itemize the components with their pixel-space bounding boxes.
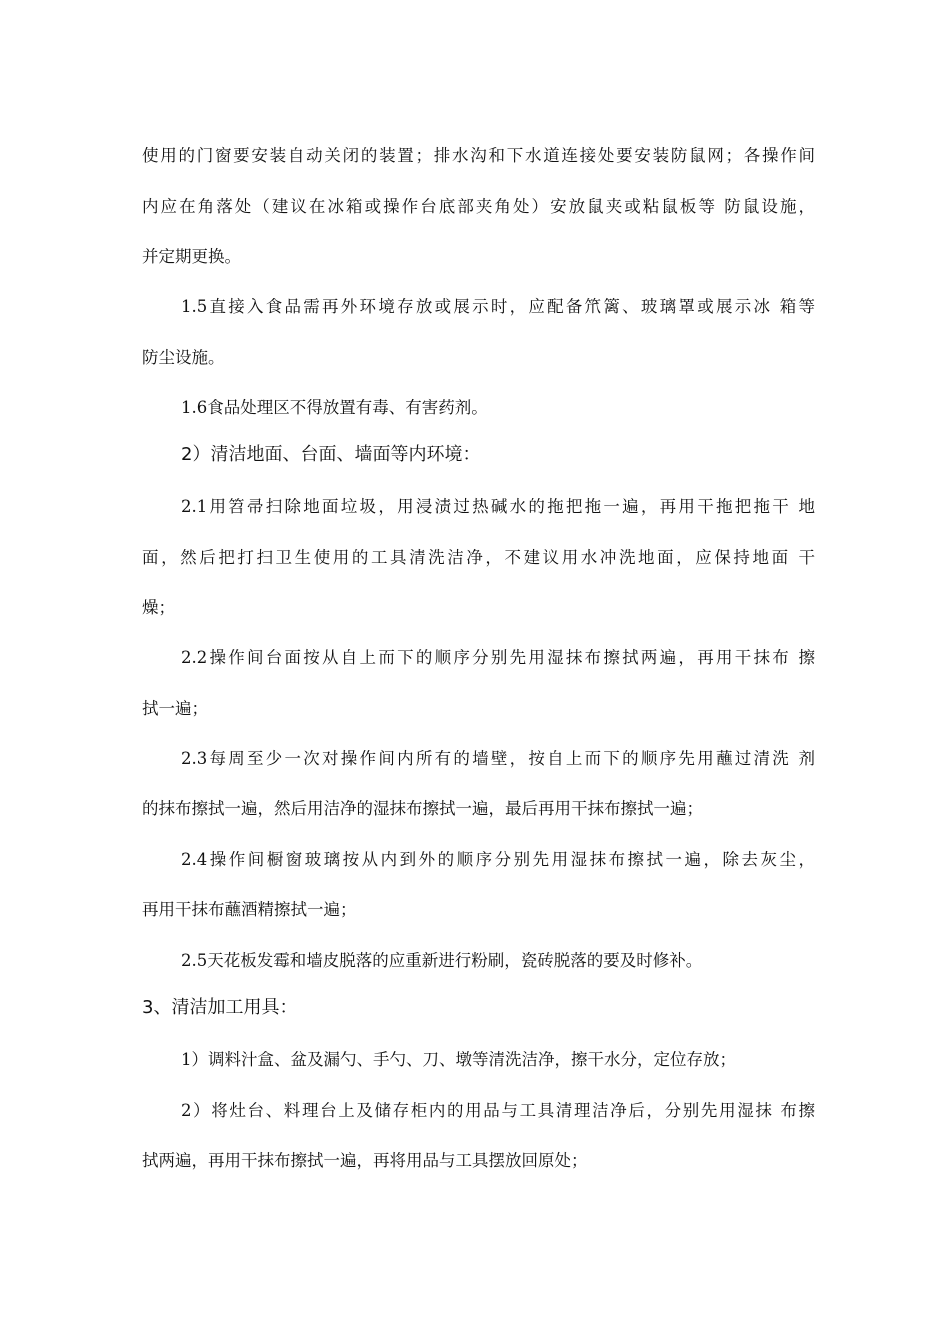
paragraph-line: 2.4操作间橱窗玻璃按从内到外的顺序分别先用湿抹布擦拭一遍，除去灰尘， xyxy=(181,850,815,869)
paragraph-line: 2.1用笤帚扫除地面垃圾，用浸渍过热碱水的拖把拖一遍，再用干拖把拖干 地 xyxy=(181,497,815,516)
paragraph-line: 2.3每周至少一次对操作间内所有的墙壁，按自上而下的顺序先用蘸过清洗 剂 xyxy=(181,749,815,768)
paragraph-line: 2）将灶台、料理台上及储存柜内的用品与工具清理洁净后，分别先用湿抹 布擦 xyxy=(181,1101,815,1120)
paragraph-line: 燥； xyxy=(142,598,175,617)
paragraph-line: 1.6食品处理区不得放置有毒、有害药剂。 xyxy=(181,398,488,417)
paragraph-line: 使用的门窗要安装自动关闭的装置；排水沟和下水道连接处要安装防鼠网；各操作间 xyxy=(142,146,815,165)
paragraph-line: 的抹布擦拭一遍，然后用洁净的湿抹布擦拭一遍，最后再用干抹布擦拭一遍； xyxy=(142,799,703,818)
paragraph-line: 内应在角落处（建议在冰箱或操作台底部夹角处）安放鼠夹或粘鼠板等 防鼠设施， xyxy=(142,197,815,216)
paragraph-line: 拭两遍，再用干抹布擦拭一遍，再将用品与工具摆放回原处； xyxy=(142,1151,588,1170)
paragraph-line: 2.2操作间台面按从自上而下的顺序分别先用湿抹布擦拭两遍，再用干抹布 擦 xyxy=(181,648,815,667)
paragraph-line: 防尘设施。 xyxy=(142,348,225,367)
paragraph-line: 拭一遍； xyxy=(142,699,208,718)
section-heading: 2）清洁地面、台面、墙面等内环境： xyxy=(181,444,481,465)
paragraph-line: 2.5天花板发霉和墙皮脱落的应重新进行粉刷，瓷砖脱落的要及时修补。 xyxy=(181,951,703,970)
paragraph-line: 并定期更换。 xyxy=(142,247,241,266)
paragraph-line: 1.5直接入食品需再外环境存放或展示时，应配备笊篱、玻璃罩或展示冰 箱等 xyxy=(181,297,815,316)
section-heading: 3、清洁加工用具： xyxy=(142,997,298,1018)
paragraph-line: 再用干抹布蘸酒精擦拭一遍； xyxy=(142,900,357,919)
paragraph-line: 面，然后把打扫卫生使用的工具清洗洁净，不建议用水冲洗地面，应保持地面 干 xyxy=(142,548,815,567)
paragraph-line: 1）调料汁盒、盆及漏勺、手勺、刀、墩等清洗洁净，擦干水分，定位存放； xyxy=(181,1050,736,1069)
